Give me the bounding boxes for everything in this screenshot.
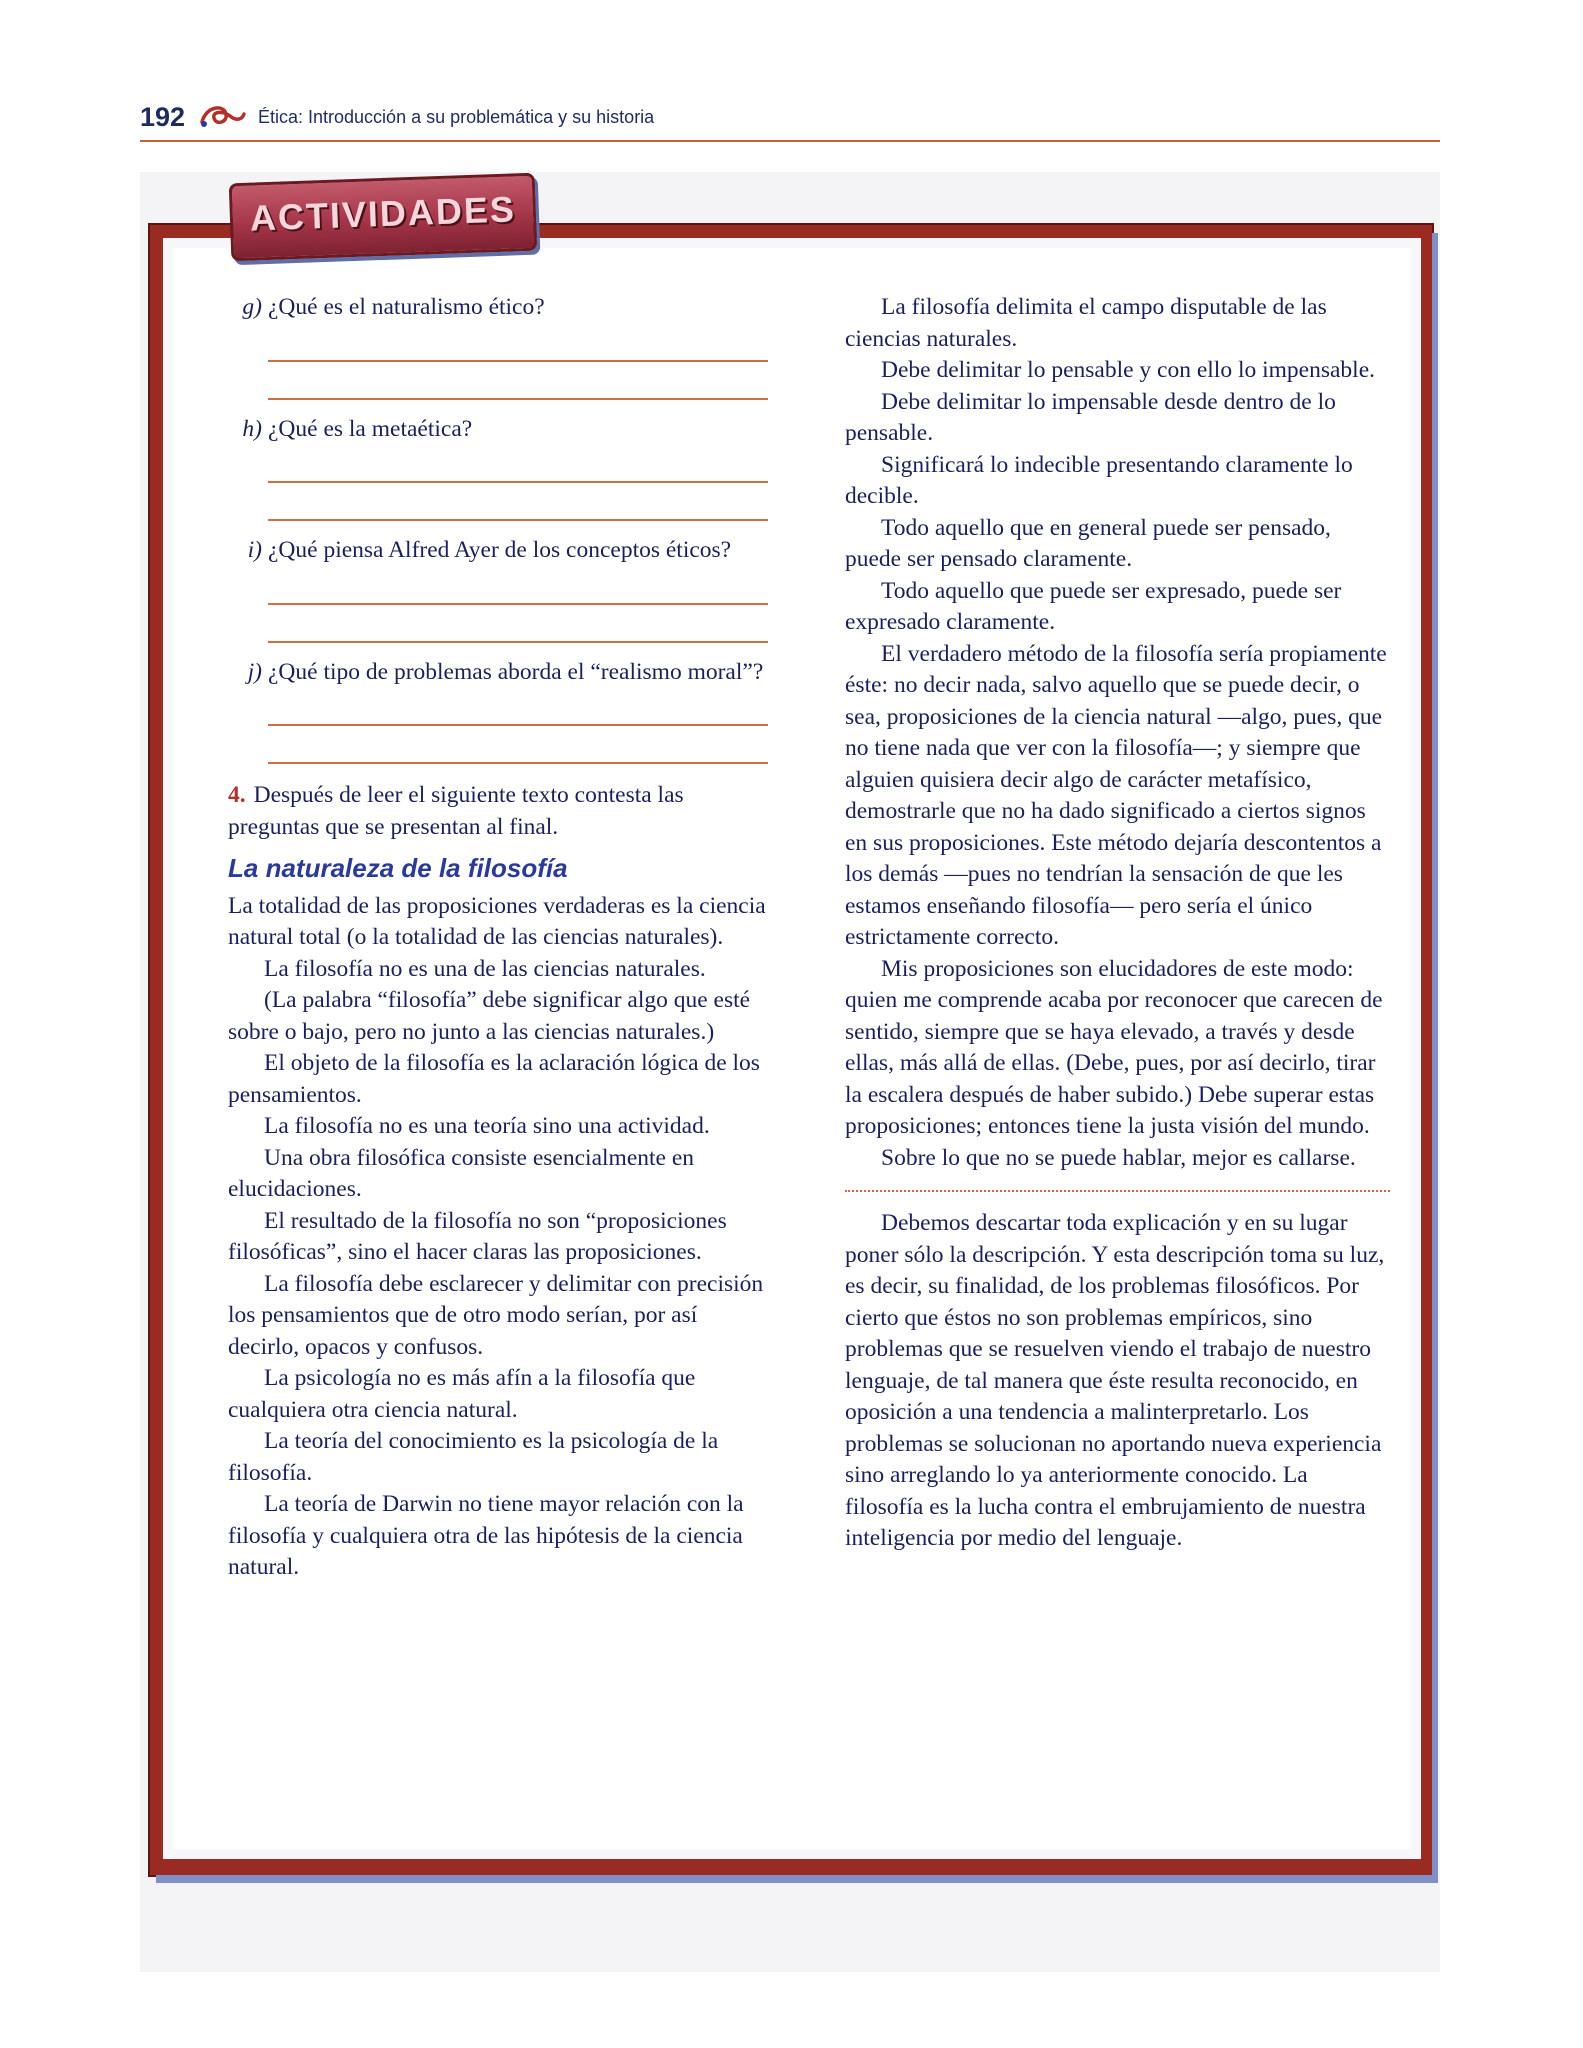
paragraph: Sobre lo que no se puede hablar, mejor es callarse.: [881, 1144, 1356, 1171]
page-header: [140, 98, 1440, 138]
header-divider: [140, 140, 1440, 142]
paragraph: El verdadero método de la filosofía sería propiamente éste: no decir nada, salvo aquello que se puede decir, o sea, proposiciones de la ciencia natural —algo, pues, que no tiene nada que ver con la filosofía—; y siempre que alguien quisiera decir algo de carácter metafísico, demostrarle que no ha dado significado a ciertos signos en sus proposiciones. Este método dejaría descontentos a los demás —pues no tendrían la sensación de que les estamos enseñando filosofía— pero sería el único estrictamente correcto.: [845, 640, 1387, 950]
question-j: [228, 657, 768, 689]
swirl-logo-icon: [196, 100, 248, 132]
badge-label: ACTIVIDADES: [249, 188, 517, 239]
paragraph: (La palabra “filosofía” debe significar algo que esté sobre o bajo, pero no junto a las ciencias naturales.): [228, 987, 751, 1045]
paragraph: La teoría del conocimiento es la psicología de la filosofía.: [228, 1428, 719, 1486]
reading-heading: La naturaleza de la filosofía: [228, 853, 568, 883]
question-text: ¿Qué es la metaética?: [268, 415, 473, 442]
task-4: [228, 780, 768, 843]
question-text: ¿Qué es el naturalismo ético?: [268, 294, 545, 320]
paragraph: El objeto de la filosofía es la aclaración lógica de los pensamientos.: [228, 1050, 760, 1108]
dotted-divider: [845, 1190, 1390, 1192]
paragraph: Todo aquello que en general puede ser pensado, puede ser pensado claramente.: [845, 514, 1331, 572]
question-text: ¿Qué tipo de problemas aborda el “realismo moral”?: [268, 658, 764, 685]
question-letter: h): [242, 415, 262, 442]
paragraph: Todo aquello que puede ser expresado, puede ser expresado claramente.: [845, 577, 1342, 635]
paragraph: Una obra filosófica consiste esencialmente en elucidaciones.: [228, 1144, 695, 1202]
paragraph: Debemos descartar toda explicación y en su lugar poner sólo la descripción. Y esta descripción toma su luz, es decir, su finalidad, de los problemas filosóficos. Por cierto que éstos no son problemas empíricos, sino problemas que se resuelven viendo el trabajo de nuestro lenguaje, de tal manera que éste resulta reconocido, en oposición a una tendencia a malinterpretarlo. Los problemas se solucionan no aportando nueva experiencia sino arreglando lo ya anteriormente conocido. La filosofía es la lucha contra el embrujamiento de nuestra inteligencia por medio del lenguaje.: [845, 1210, 1385, 1551]
question-h: [228, 414, 768, 446]
question-letter: i): [247, 537, 262, 563]
paragraph: Mis proposiciones son elucidadores de este modo: quien me comprende acaba por reconocer que carecen de sentido, siempre que se haya elevado, a través y desde ellas, más allá de ellas. (Debe, pues, por así decirlo, tirar la escalera después de haber subido.) Debe superar estas proposiciones; entonces tiene la justa visión del mundo.: [845, 955, 1383, 1139]
right-column: [845, 292, 1390, 1555]
question-letter: j): [247, 658, 262, 685]
paragraph: La filosofía no es una de las ciencias naturales.: [264, 955, 706, 982]
paragraph: Debe delimitar lo pensable y con ello lo impensable.: [881, 357, 1376, 383]
question-i: [228, 535, 768, 567]
paragraph: La filosofía debe esclarecer y delimitar con precisión los pensamientos que de otro modo serían, por así decirlo, opacos y confusos.: [228, 1270, 764, 1360]
question-text: ¿Qué piensa Alfred Ayer de los conceptos éticos?: [268, 537, 732, 563]
paragraph: Debe delimitar lo impensable desde dentro de lo pensable.: [845, 388, 1336, 446]
question-letter: g): [242, 294, 262, 320]
paragraph: El resultado de la filosofía no son “proposiciones filosóficas”, sino el hacer claras las proposiciones.: [228, 1207, 727, 1265]
paragraph: La psicología no es más afín a la filosofía que cualquiera otra ciencia natural.: [228, 1365, 696, 1423]
task-number: 4.: [228, 782, 246, 808]
paragraph: La filosofía no es una teoría sino una actividad.: [264, 1113, 710, 1139]
answer-line[interactable]: [268, 762, 768, 764]
page-number: 192: [140, 102, 186, 132]
paragraph: La filosofía delimita el campo disputable de las ciencias naturales.: [845, 294, 1327, 352]
paragraph: La teoría de Darwin no tiene mayor relación con la filosofía y cualquiera otra de las hipótesis de la ciencia natural.: [228, 1491, 744, 1580]
activities-badge: [229, 173, 538, 262]
book-title: Ética: Introducción a su problemática y su historia: [258, 107, 655, 127]
left-column: [228, 292, 768, 1584]
question-g: [228, 292, 768, 324]
paragraph: Significará lo indecible presentando claramente lo decible.: [845, 451, 1353, 509]
paragraph: La totalidad de las proposiciones verdaderas es la ciencia natural total (o la totalidad de las ciencias naturales).: [228, 892, 766, 950]
task-instruction: Después de leer el siguiente texto contesta las preguntas que se presentan al final.: [228, 782, 684, 840]
